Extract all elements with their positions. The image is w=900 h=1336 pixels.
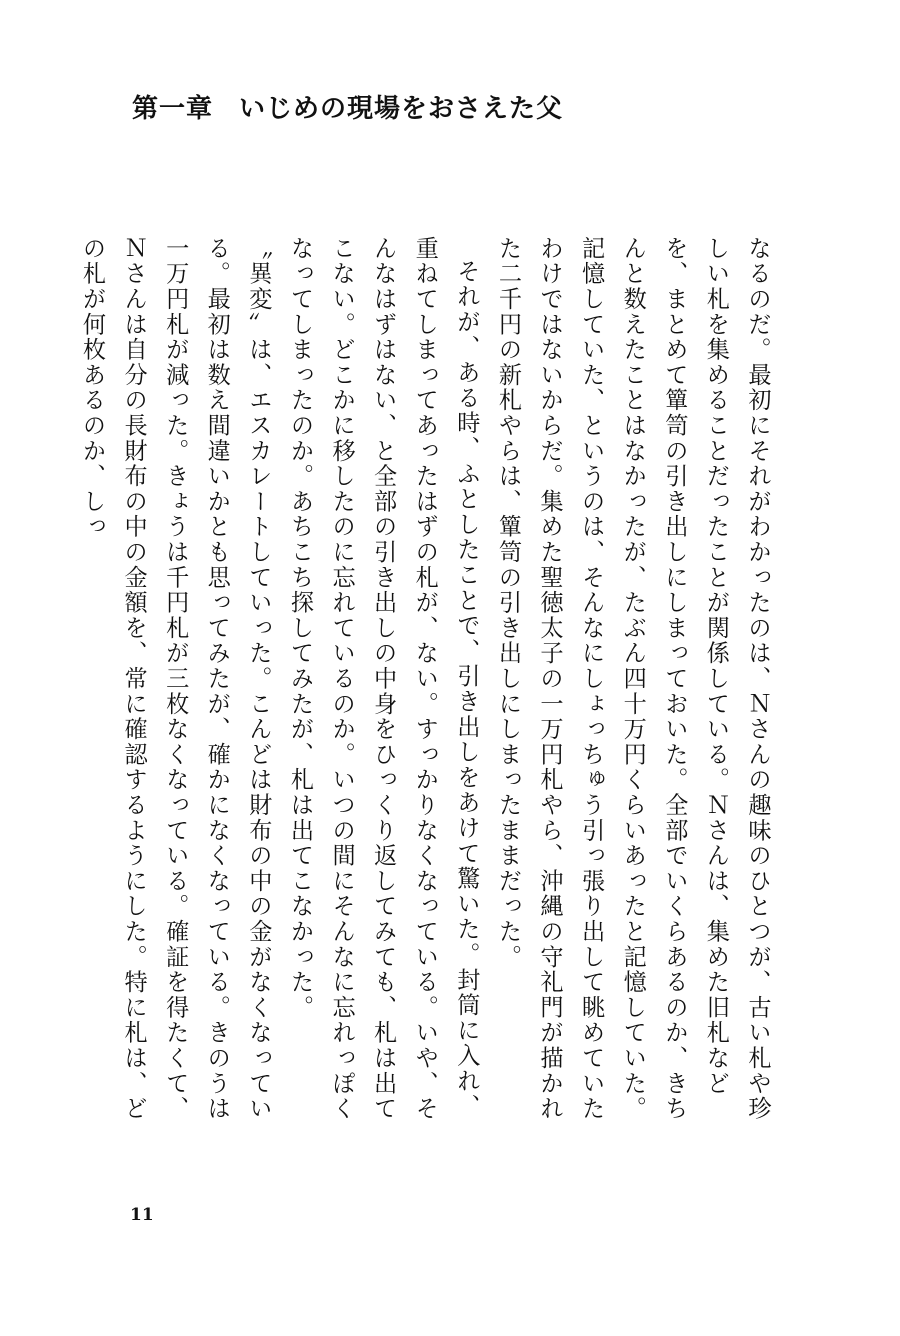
- chapter-title: いじめの現場をおさえた父: [239, 94, 564, 124]
- chapter-number: 第一章: [132, 94, 214, 124]
- vertical-body-text: [78, 236, 778, 1126]
- chapter-heading: [132, 88, 563, 125]
- page-number: 11: [130, 1205, 154, 1225]
- paragraph-1: なるのだ。最初にそれがわかったのは、Ｎさんの趣味のひとつが、古い札や珍しい札を集めることだったことが関係している。Ｎさんは、集めた旧札などを、まとめて簞笥の引き出しにしまっておいた。全部でいくらあるのか、きちんと数えたことはなかったが、たぶん四十万円くらいあったと記憶していた。記憶していた、というのは、そんなにしょっちゅう引っ張り出して眺めていたわけではないからだ。集めた聖徳太子の一万円札やら、沖縄の守礼門が描かれた二千円の新札やらは、簞笥の引き出しにしまったままだった。: [494, 236, 771, 1122]
- paragraph-2: それが、ある時、ふとしたことで、引き出しをあけて驚いた。封筒に入れ、重ねてしまってあったはずの札が、ない。すっかりなくなっている。いや、そんなはずはない、と全部の引き出しの中身をひっくり返してみても、札は出てこない。どこかに移したのに忘れているのか。いつの間にそんなに忘れっぽくなってしまったのか。あちこち探してみたが、札は出てこなかった。: [286, 236, 480, 1122]
- paragraph-3: 〝異変〟は、エスカレートしていった。こんどは財布の中の金がなくなっている。最初は数え間違いかとも思ってみたが、確かになくなっている。きのうは一万円札が減った。きょうは千円札が三枚なくなっている。確証を得たくて、Ｎさんは自分の長財布の中の金額を、常に確認するようにした。特に札は、どの札が何枚あるのか、しっ: [78, 236, 272, 1122]
